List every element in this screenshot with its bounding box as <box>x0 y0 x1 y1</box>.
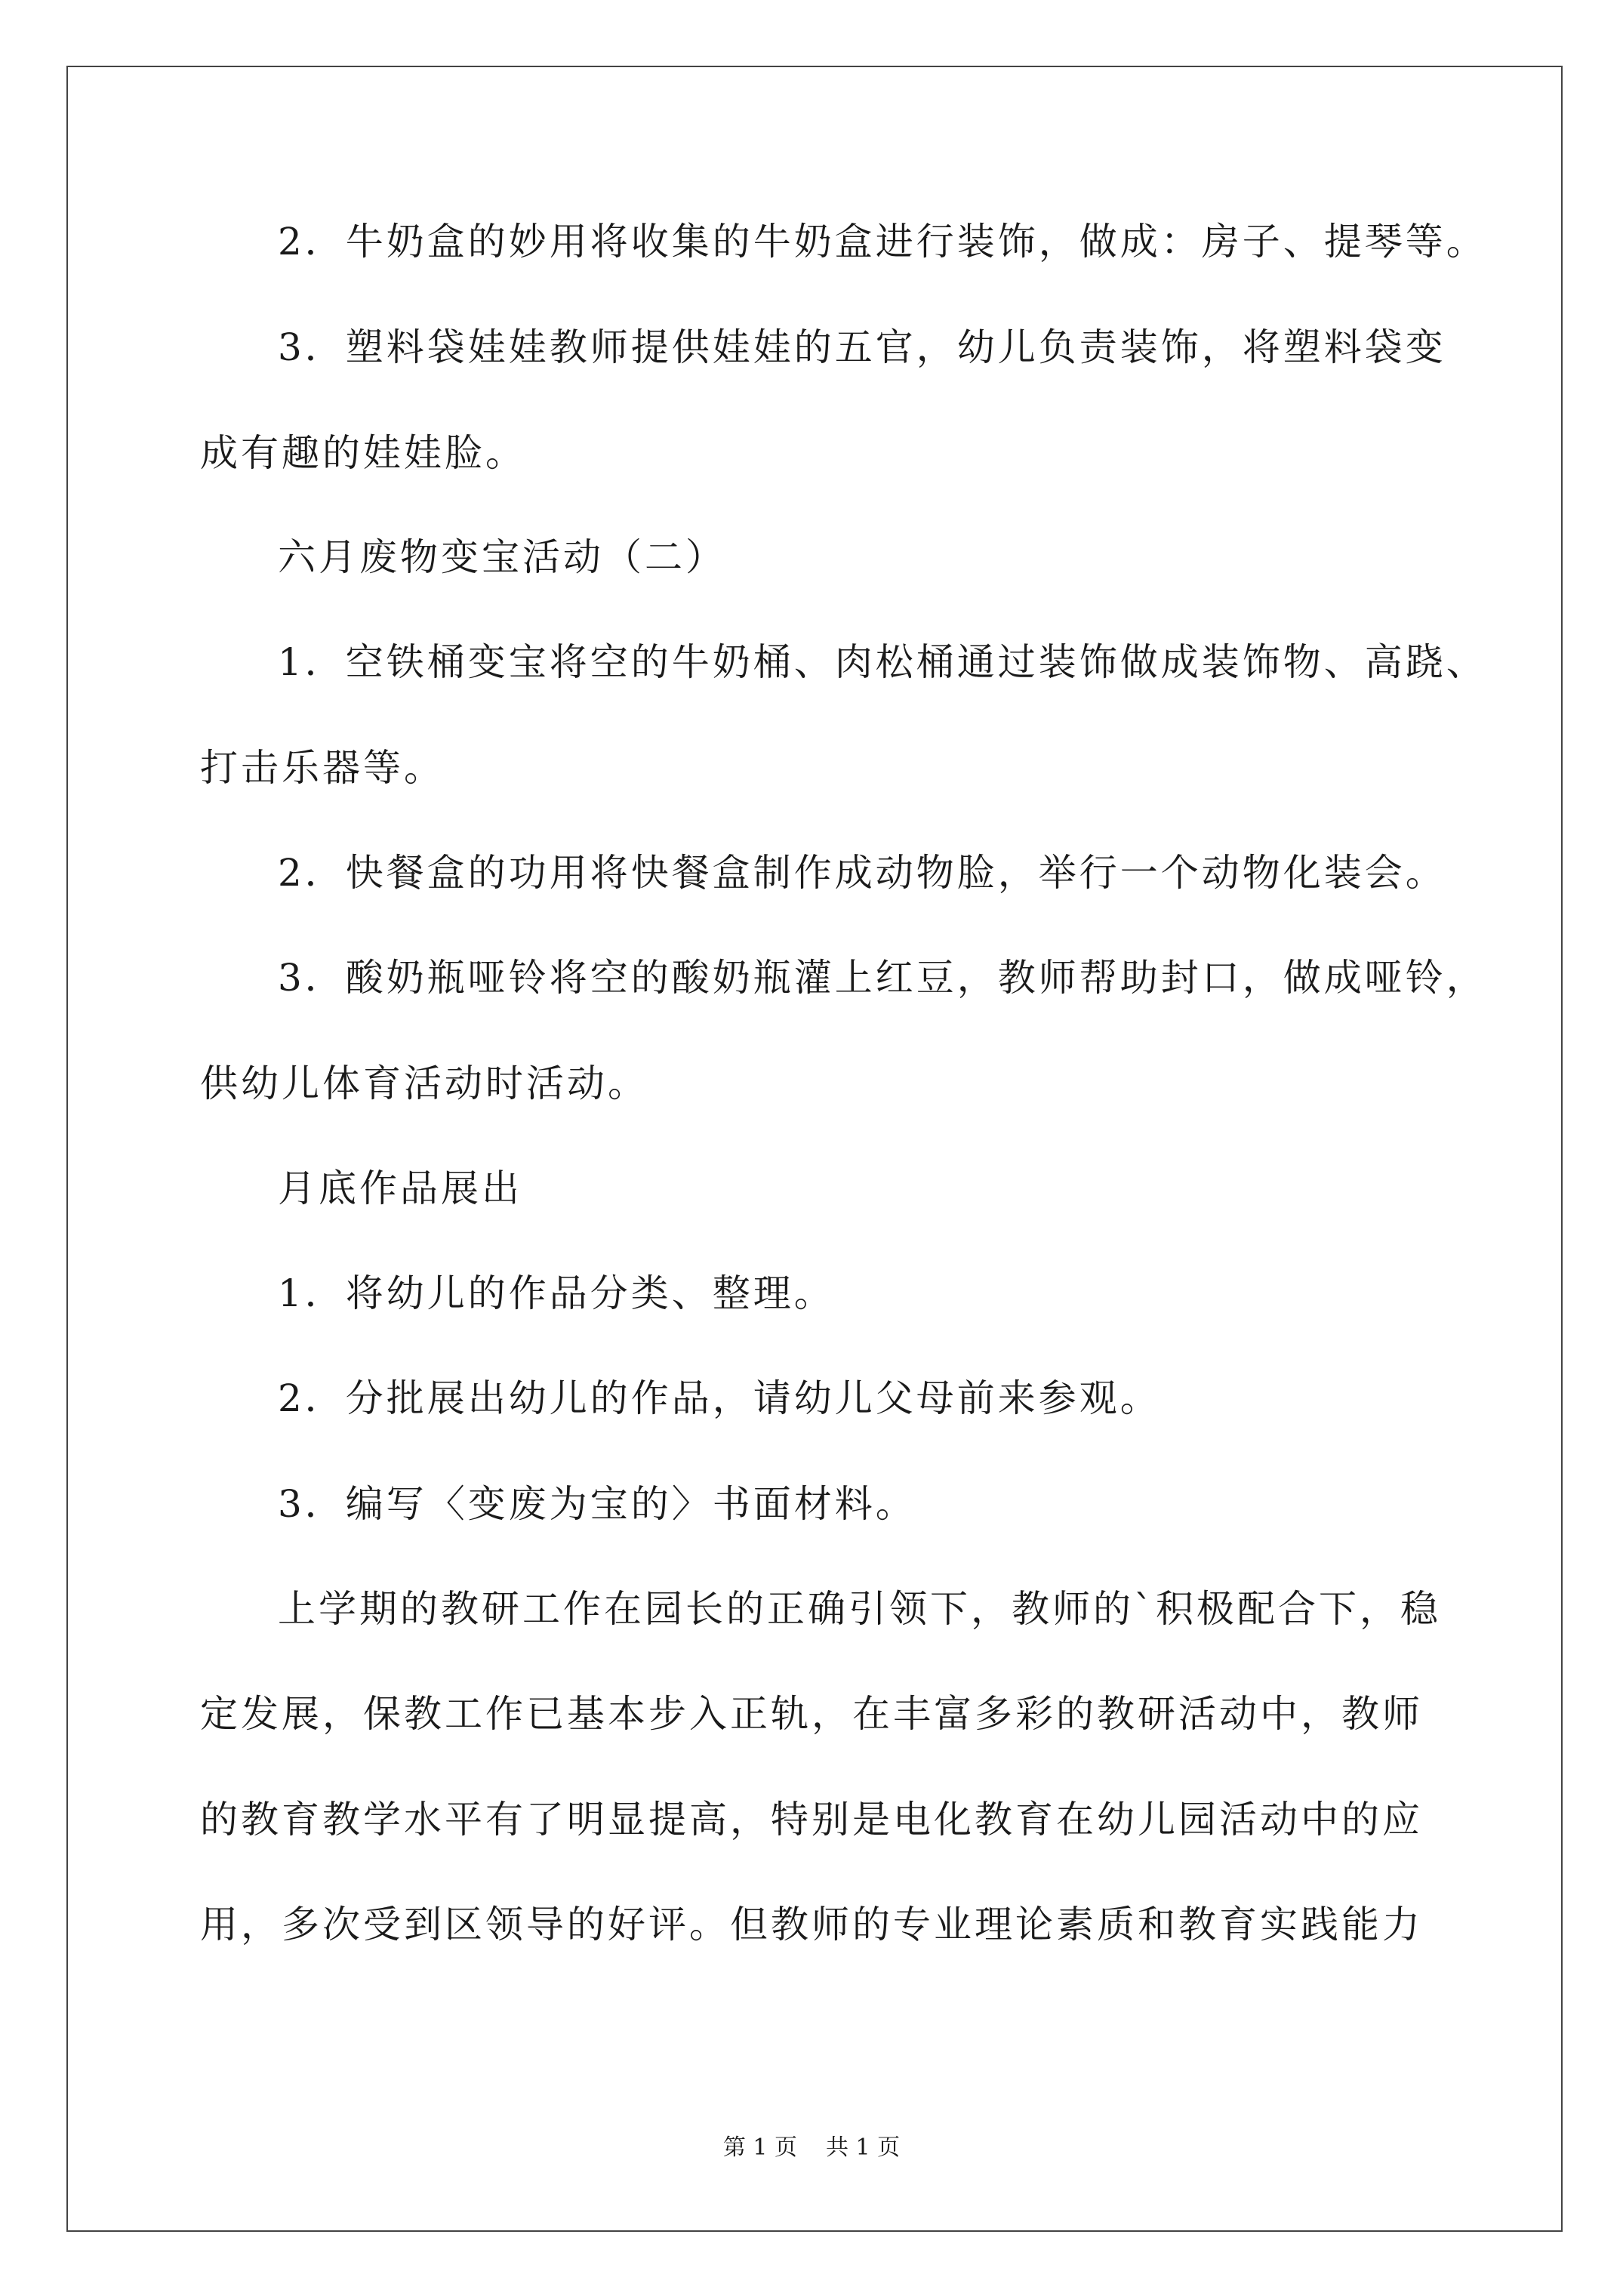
paragraph-line: 3．塑料袋娃娃教师提供娃娃的五官，幼儿负责装饰，将塑料袋变 <box>278 325 1446 369</box>
paragraph-line: 2．牛奶盒的妙用将收集的牛奶盒进行装饰，做成：房子、提琴等。 <box>278 220 1487 264</box>
page-number-current: 第 1 页 <box>722 2134 797 2161</box>
paragraph-line: 供幼儿体育活动时活动。 <box>200 1062 648 1105</box>
section-heading: 月底作品展出 <box>278 1166 522 1210</box>
paragraph-line: 2．快餐盒的功用将快餐盒制作成动物脸，举行一个动物化装会。 <box>278 851 1446 895</box>
paragraph-line: 3．编写〈变废为宝的〉书面材料。 <box>278 1482 916 1526</box>
paragraph-line: 定发展，保教工作已基本步入正轨，在丰富多彩的教研活动中，教师 <box>200 1692 1423 1736</box>
paragraph-line: 3．酸奶瓶哑铃将空的酸奶瓶灌上红豆，教师帮助封口，做成哑铃， <box>278 956 1487 1000</box>
paragraph-line: 上学期的教研工作在园长的正确引领下，教师的`积极配合下，稳 <box>278 1587 1441 1631</box>
paragraph-line: 用，多次受到区领导的好评。但教师的专业理论素质和教育实践能力 <box>200 1903 1423 1946</box>
section-heading: 六月废物变宝活动（二） <box>278 535 726 579</box>
paragraph-line: 1．将幼儿的作品分类、整理。 <box>278 1271 835 1315</box>
page-number-total: 共 1 页 <box>826 2134 901 2161</box>
page-footer <box>0 2133 1623 2163</box>
paragraph-line: 2．分批展出幼儿的作品，请幼儿父母前来参观。 <box>278 1376 1161 1420</box>
paragraph-line: 1．空铁桶变宝将空的牛奶桶、肉松桶通过装饰做成装饰物、高跷、 <box>278 640 1487 684</box>
paragraph-line: 成有趣的娃娃脸。 <box>200 431 526 475</box>
paragraph-line: 打击乐器等。 <box>200 746 445 790</box>
paragraph-line: 的教育教学水平有了明显提高，特别是电化教育在幼儿园活动中的应 <box>200 1798 1423 1841</box>
